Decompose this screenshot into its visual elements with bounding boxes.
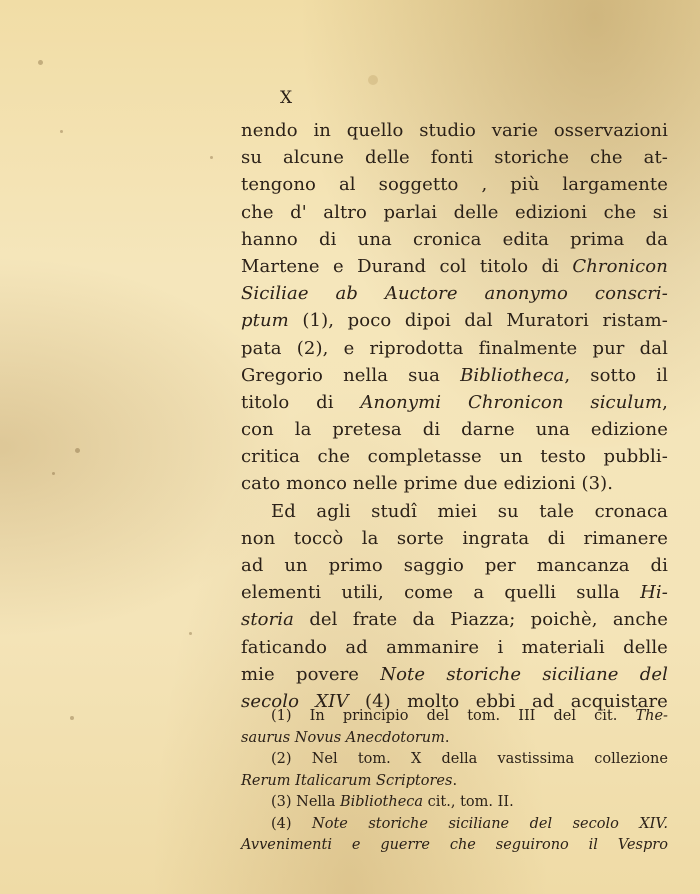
word: che xyxy=(590,147,623,169)
word: anche xyxy=(612,609,668,631)
word: che xyxy=(603,201,637,223)
word: critica xyxy=(241,446,300,468)
word: faticando xyxy=(241,636,328,658)
word: finalmente xyxy=(478,337,578,359)
footnote-line xyxy=(241,749,668,771)
word: che xyxy=(449,837,476,853)
paper-speck xyxy=(70,716,74,720)
word: Bibliotheca, xyxy=(460,364,571,386)
word: principio xyxy=(342,708,409,724)
word: The- xyxy=(635,708,668,724)
word: sotto xyxy=(590,364,637,386)
word: (3). xyxy=(581,473,614,495)
word: storiche xyxy=(446,663,522,685)
word: dal xyxy=(639,337,668,359)
word: i xyxy=(497,636,504,658)
text-line xyxy=(241,171,668,198)
word: nella xyxy=(343,364,389,386)
word: pretesa xyxy=(332,419,402,441)
word: al xyxy=(338,174,356,196)
text-line xyxy=(241,117,668,144)
word: miei xyxy=(437,500,478,522)
word: materiali xyxy=(521,636,605,658)
word: tom. xyxy=(357,751,391,767)
word: utili, xyxy=(341,582,384,604)
word: su xyxy=(497,500,519,522)
word: ebbi xyxy=(475,690,516,712)
word: povere xyxy=(295,663,360,685)
word: cit., xyxy=(427,794,456,810)
word: edizioni xyxy=(503,473,576,495)
text-line xyxy=(241,335,668,362)
word: e xyxy=(343,337,355,359)
word: monco xyxy=(286,473,348,495)
word: (1) xyxy=(271,708,292,724)
word: (2), xyxy=(296,337,329,359)
word: prima xyxy=(570,228,625,250)
text-line xyxy=(241,199,668,226)
word: edizione xyxy=(590,419,668,441)
word: si xyxy=(652,201,668,223)
word: Anonymi xyxy=(360,391,442,413)
word: (3) xyxy=(271,794,292,810)
body-text xyxy=(241,117,668,715)
word: toccò xyxy=(293,527,344,549)
word: acquistare xyxy=(570,690,668,712)
word: una xyxy=(357,228,392,250)
footnote-line xyxy=(241,771,668,793)
word: sorte xyxy=(396,527,444,549)
paper-speck xyxy=(60,130,63,133)
text-line xyxy=(241,606,668,633)
word: III xyxy=(518,708,536,724)
word: poco xyxy=(347,310,392,332)
text-line xyxy=(241,552,668,579)
word: studî xyxy=(371,500,417,522)
word: edita xyxy=(502,228,549,250)
word: Vespro xyxy=(617,837,668,853)
word: completasse xyxy=(367,446,482,468)
paper-speck xyxy=(75,448,80,453)
word: titolo xyxy=(241,391,290,413)
word: Italicarum xyxy=(295,772,372,789)
word: molto xyxy=(407,690,460,712)
text-line xyxy=(241,498,668,525)
word: di xyxy=(541,255,559,277)
word: anonymo xyxy=(484,283,568,305)
word: delle xyxy=(623,636,668,658)
word: dipoi xyxy=(404,310,451,332)
word: elementi xyxy=(241,582,322,604)
word: Chronicon xyxy=(467,391,564,413)
word: di xyxy=(316,391,334,413)
word: Bibliotheca xyxy=(339,794,424,810)
text-line xyxy=(241,307,668,334)
word: poichè, xyxy=(530,609,598,631)
word: darne xyxy=(461,419,515,441)
word: storiche xyxy=(368,815,428,832)
word: primo xyxy=(328,555,383,576)
word: fonti xyxy=(430,147,474,169)
word: il xyxy=(588,837,598,853)
word: quelli xyxy=(504,582,557,604)
word: il xyxy=(656,364,668,386)
word: di xyxy=(650,555,668,576)
word: della xyxy=(441,751,478,767)
word: che xyxy=(317,446,351,468)
word: prime xyxy=(403,473,458,495)
word: osservazioni xyxy=(553,120,668,141)
word: cronica xyxy=(413,228,482,250)
word: II. xyxy=(497,794,514,810)
word: ingrata xyxy=(462,527,530,549)
word: Martene xyxy=(241,255,320,277)
word: ptum xyxy=(241,310,289,332)
word: secolo xyxy=(572,815,619,832)
word: d' xyxy=(290,201,307,223)
text-line xyxy=(241,253,668,280)
word: (4) xyxy=(364,690,391,712)
word: storia xyxy=(241,609,295,631)
word: testo xyxy=(540,446,586,468)
word: Note xyxy=(312,815,348,832)
word: del xyxy=(426,708,450,724)
word: due xyxy=(463,473,498,495)
word: del xyxy=(529,815,553,832)
word: Ed xyxy=(271,500,296,522)
word: ad xyxy=(531,690,555,712)
word: del xyxy=(639,663,668,685)
word: collezione xyxy=(594,751,668,767)
word: come xyxy=(404,582,454,604)
word: quello xyxy=(346,120,404,141)
word: da xyxy=(645,228,668,250)
word: del xyxy=(309,609,338,631)
word: cato xyxy=(241,473,281,495)
word: ad xyxy=(345,636,368,658)
word: , xyxy=(481,174,488,196)
word: agli xyxy=(316,500,351,522)
word: storiche xyxy=(494,147,570,169)
word: XIV. xyxy=(639,815,668,832)
footnote-line xyxy=(241,706,668,728)
word: Muratori xyxy=(506,310,589,332)
word: tengono xyxy=(241,174,316,196)
word: con xyxy=(241,419,274,441)
word: hanno xyxy=(241,228,298,250)
text-line xyxy=(241,525,668,552)
word: parlai xyxy=(383,201,438,223)
text-line xyxy=(241,389,668,416)
footnote-line xyxy=(241,792,668,814)
word: tom. xyxy=(467,708,501,724)
word: di xyxy=(422,419,441,441)
word: mancanza xyxy=(536,555,630,576)
word: sulla xyxy=(576,582,620,604)
word: Auctore xyxy=(384,283,458,305)
word: rimanere xyxy=(583,527,668,549)
footnote-line xyxy=(241,835,668,857)
word: Note xyxy=(380,663,426,685)
paper-speck xyxy=(52,472,55,475)
word: un xyxy=(499,446,523,468)
word: Hi- xyxy=(640,582,668,604)
word: pata xyxy=(241,337,282,359)
word: seguirono xyxy=(495,837,569,853)
word: tale xyxy=(539,500,575,522)
word: (4) xyxy=(271,815,292,832)
word: Siciliae xyxy=(241,283,309,305)
word: mie xyxy=(241,663,275,685)
word: at- xyxy=(643,147,668,169)
paper-speck xyxy=(38,60,43,65)
paper-speck xyxy=(210,156,213,159)
word: su xyxy=(241,147,263,169)
word: nelle xyxy=(352,473,398,495)
word: riprodotta xyxy=(369,337,464,359)
word: vastissima xyxy=(497,751,575,767)
word: per xyxy=(484,555,516,576)
word: e xyxy=(351,837,361,853)
word: una xyxy=(535,419,570,441)
word: Gregorio xyxy=(241,364,323,386)
word: studio xyxy=(419,120,476,141)
word: Durand xyxy=(357,255,427,277)
word: delle xyxy=(364,147,410,169)
word: tom. xyxy=(460,794,494,810)
word: pubbli- xyxy=(603,446,668,468)
word: XIV xyxy=(315,690,349,712)
text-line xyxy=(241,470,668,497)
word: secolo xyxy=(241,690,300,712)
word: (1), xyxy=(302,310,335,332)
word: dal xyxy=(464,310,493,332)
word: guerre xyxy=(380,837,430,853)
word: X xyxy=(410,751,422,767)
word: di xyxy=(319,228,337,250)
word: siculum, xyxy=(590,391,668,413)
word: edizioni xyxy=(514,201,588,223)
paper-speck xyxy=(189,632,192,635)
footnote-line xyxy=(241,814,668,836)
page-number: X xyxy=(280,88,293,108)
word: varie xyxy=(491,120,539,141)
text-line xyxy=(241,579,668,606)
word: un xyxy=(284,555,308,576)
word: ab xyxy=(335,283,358,305)
word: ad xyxy=(241,555,264,576)
word: conscri- xyxy=(594,283,668,305)
word: Novus xyxy=(294,729,342,746)
word: titolo xyxy=(479,255,529,277)
word: Scriptores. xyxy=(376,772,458,789)
text-line xyxy=(241,144,668,171)
word: più xyxy=(510,174,540,196)
footnote-line xyxy=(241,728,668,750)
word: da xyxy=(412,609,435,631)
word: siciliane xyxy=(448,815,510,832)
footnotes xyxy=(241,706,668,857)
text-line xyxy=(241,226,668,253)
word: pur xyxy=(592,337,625,359)
word: cronaca xyxy=(594,500,668,522)
word: sua xyxy=(408,364,441,386)
word: saggio xyxy=(403,555,464,576)
text-line xyxy=(241,416,668,443)
text-line xyxy=(241,443,668,470)
word: Chronicon xyxy=(572,255,668,277)
word: col xyxy=(439,255,467,277)
text-line xyxy=(241,362,668,389)
word: saurus xyxy=(241,729,291,746)
word: Anecdotorum. xyxy=(345,729,450,746)
word: cit. xyxy=(594,708,618,724)
word: nendo xyxy=(241,120,298,141)
word: Nella xyxy=(296,794,336,810)
paper-speck xyxy=(368,75,378,85)
word: siciliane xyxy=(542,663,619,685)
word: In xyxy=(309,708,325,724)
word: alcune xyxy=(282,147,344,169)
word: altro xyxy=(323,201,367,223)
word: soggetto xyxy=(378,174,459,196)
word: che xyxy=(241,201,274,223)
word: di xyxy=(547,527,566,549)
text-line xyxy=(241,661,668,688)
word: Nel xyxy=(311,751,338,767)
word: (2) xyxy=(271,751,292,767)
text-line xyxy=(241,280,668,307)
word: Piazza; xyxy=(450,609,516,631)
word: delle xyxy=(453,201,499,223)
word: ristam- xyxy=(602,310,668,332)
word: ammanire xyxy=(386,636,480,658)
word: frate xyxy=(352,609,398,631)
word: del xyxy=(553,708,577,724)
word: in xyxy=(313,120,331,141)
word: e xyxy=(332,255,344,277)
word: la xyxy=(294,419,312,441)
word: Avvenimenti xyxy=(241,837,332,853)
word: a xyxy=(473,582,485,604)
text-line xyxy=(241,634,668,661)
word: largamente xyxy=(562,174,668,196)
word: la xyxy=(361,527,379,549)
word: non xyxy=(241,527,276,549)
word: Rerum xyxy=(241,772,291,789)
